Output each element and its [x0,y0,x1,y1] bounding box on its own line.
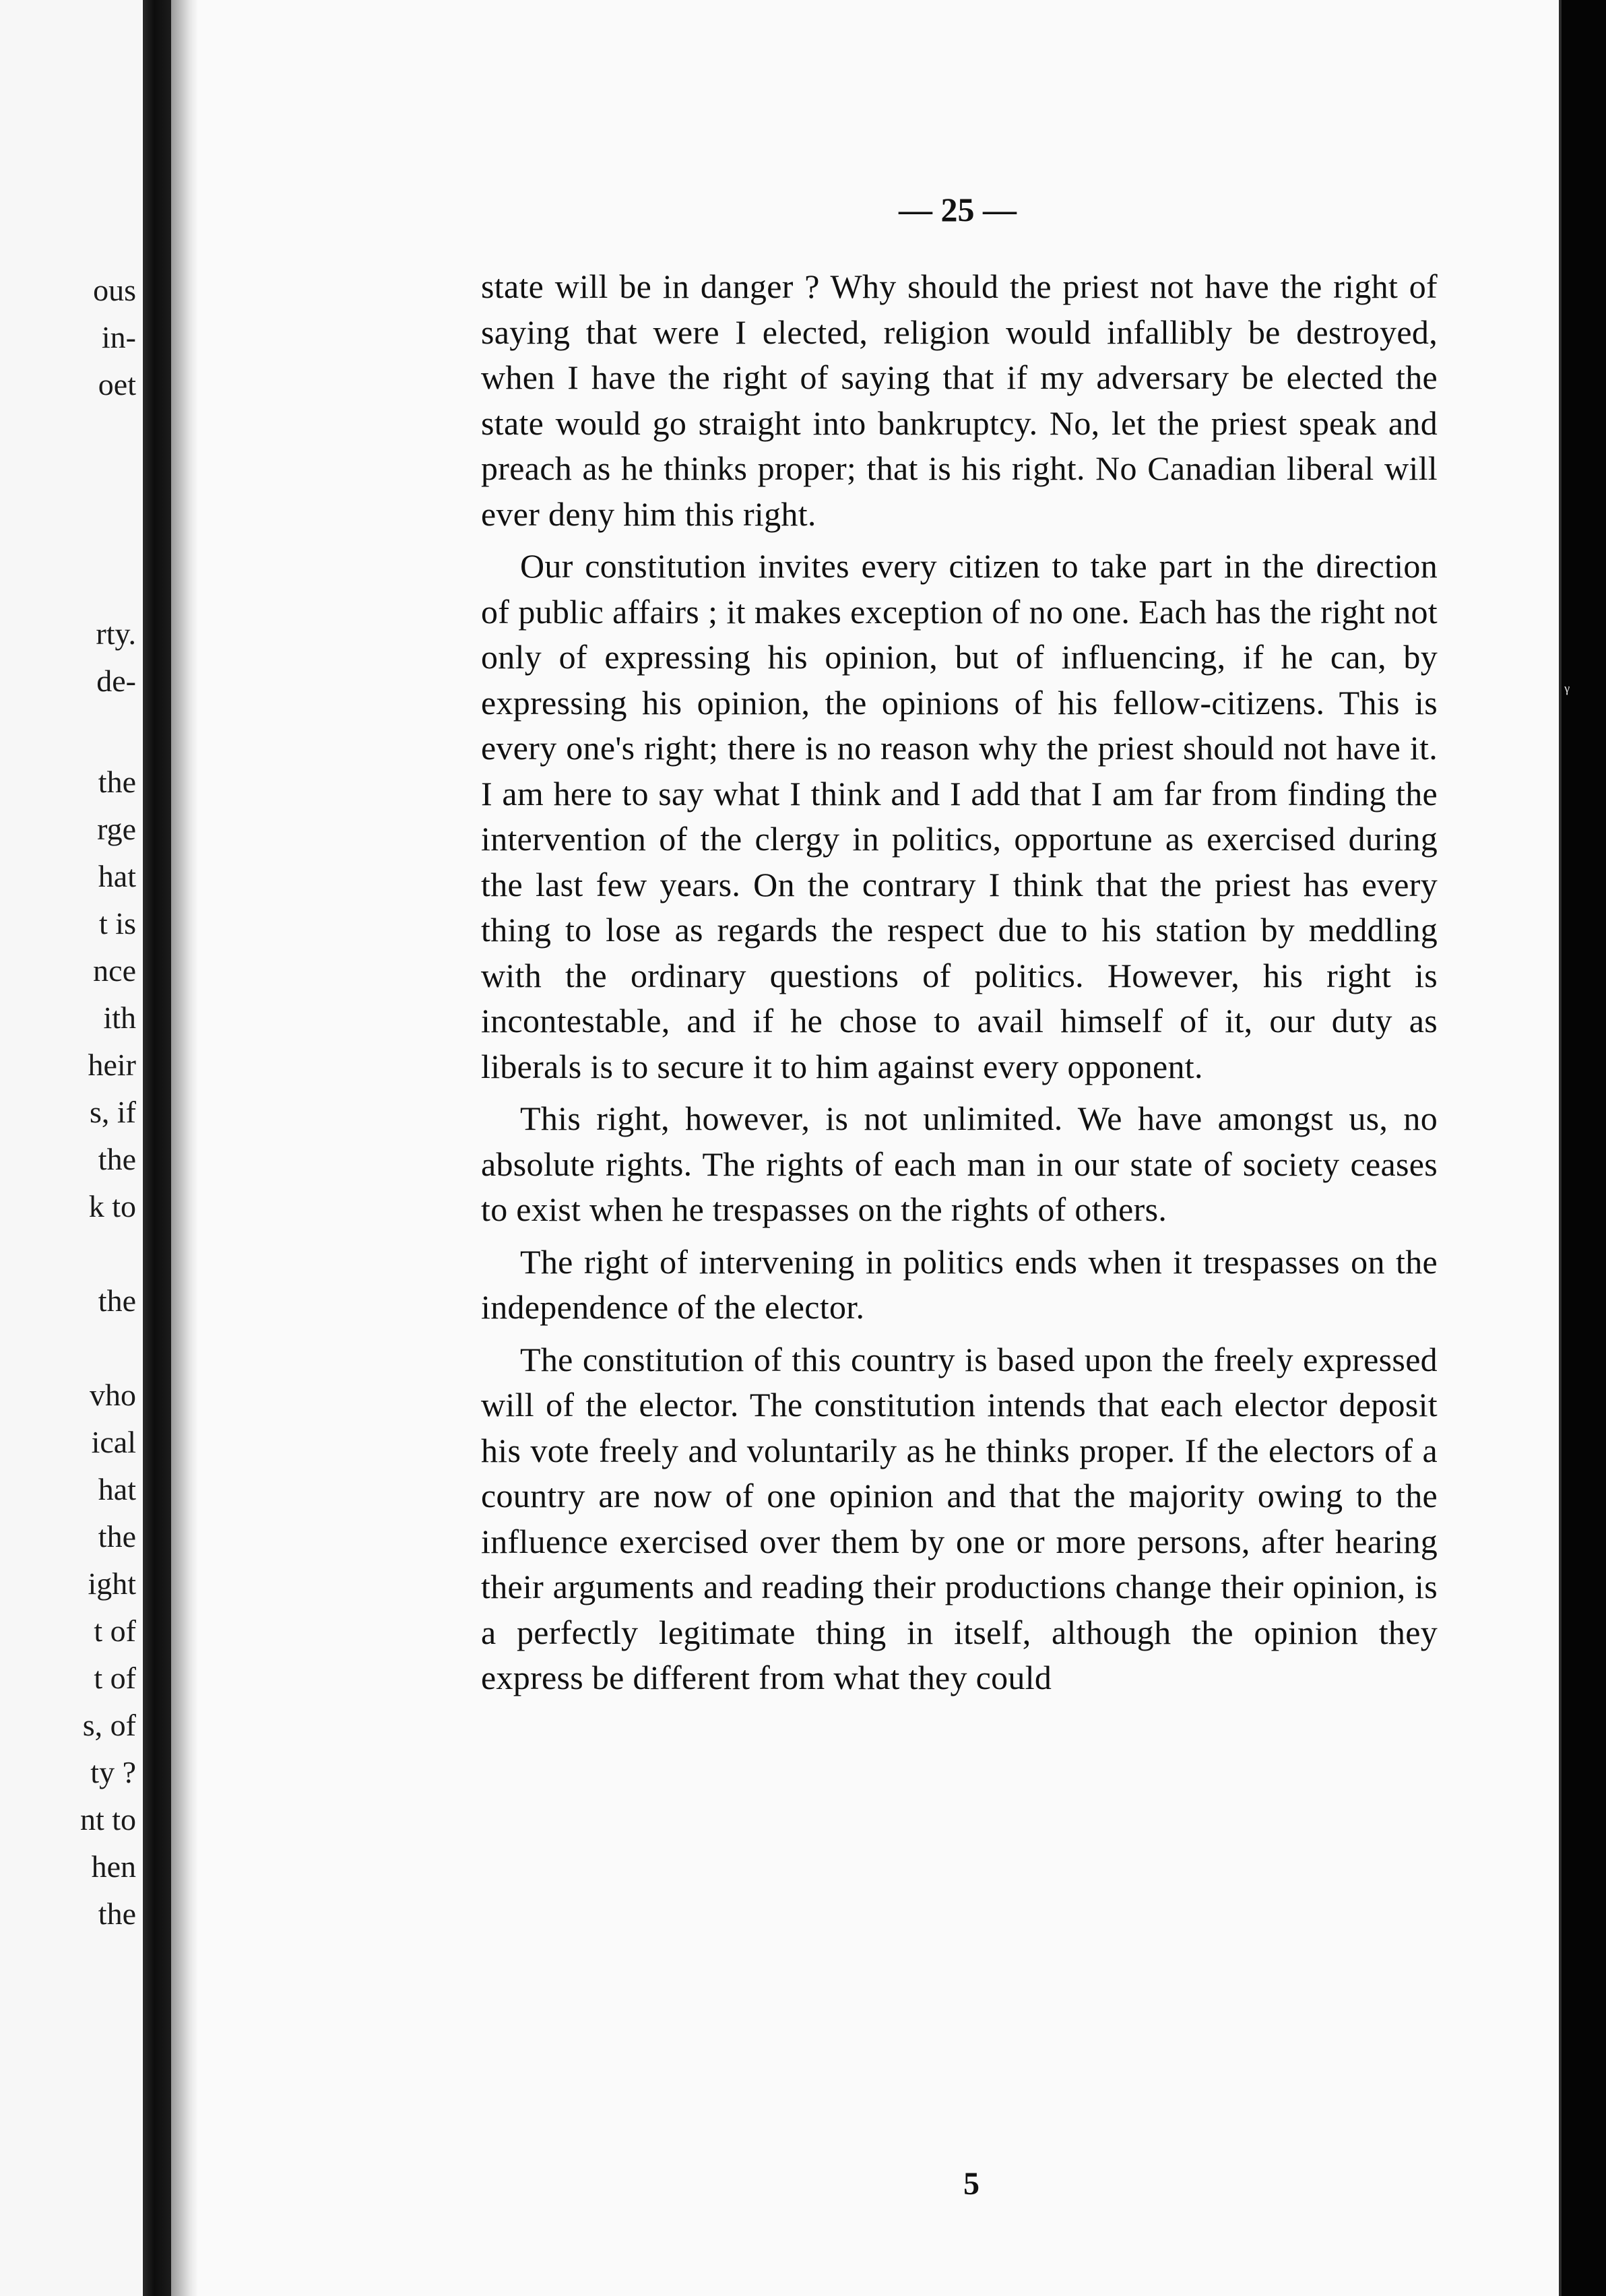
signature-mark: 5 [963,2166,979,2202]
left-fragment: in- [101,320,136,354]
left-fragment: t of [94,1661,136,1695]
left-fragment: s, if [90,1095,136,1129]
left-fragment: k to [88,1189,136,1223]
left-fragment: t of [94,1614,136,1648]
page-number: — 25 — [899,191,1017,228]
left-fragment: ous [93,273,136,307]
left-fragment: nce [93,953,136,988]
margin-speck: ᵞ [1564,680,1570,703]
left-fragment: the [98,1142,136,1176]
left-fragment: the [98,1283,136,1318]
left-fragment: rty. [96,616,136,651]
left-fragment: vho [90,1378,136,1412]
facing-page-fragment [0,0,141,2296]
left-fragment: hat [98,859,136,893]
binding-gutter [143,0,171,2296]
gutter-shadow [171,0,198,2296]
scan-border [1562,0,1606,2296]
left-fragment: s, of [82,1708,136,1742]
left-fragment: de- [96,664,136,698]
left-fragment: heir [88,1048,136,1082]
left-fragment: the [98,765,136,799]
book-page [198,0,1559,2296]
left-fragment: t is [99,906,136,940]
left-fragment: ical [91,1425,136,1459]
left-fragment: oet [98,367,136,402]
left-fragment: nt to [79,1802,136,1837]
left-fragment: the [98,1519,136,1554]
paragraph: This right, however, is not unlimited. We have amongst us, no absolute rights. The rights of each man in our state of society ceases to exist when he trespasses on the rights of others. [481,1099,1438,1228]
left-fragment: hat [98,1472,136,1506]
left-fragment: ith [103,1000,136,1035]
paragraph: Our constitution invites every citizen to take part in the direction of public affairs ; it makes exception of no one. Each has the right not only of expressing his opinion, but of influencing, if he can, by expressing his opinion, the opinions of his fellow-citizens. This is every one's right; there is no reason why the priest should not have it. I am here to say what I think and I add that I am far from finding the intervention of the clergy in politics, opportune as exercised during the last few years. On the contrary I think that the priest has every thing to lose as regards the respect due to his station by meddling with the ordinary questions of politics. However, his right is incontestable, and if he chose to avail himself of it, our duty as liberals is to secure it to him against every opponent. [481,547,1438,1085]
paragraph: The right of intervening in politics ends when it trespasses on the independence of the elector. [481,1242,1438,1326]
body-text [481,264,1438,1708]
left-fragment: hen [91,1849,136,1884]
left-fragment: ight [88,1566,136,1601]
paragraph: state will be in danger ? Why should the priest not have the right of saying that were I elected, religion would infallibly be destroyed, when I have the right of saying that if my adversary be elected the state would go straight into bankruptcy. No, let the priest speak and preach as he thinks proper; that is his right. No Canadian liberal will ever deny him this right. [481,267,1438,533]
left-fragment: ty ? [90,1755,136,1789]
left-fragment: rge [97,812,136,846]
left-fragment: the [98,1896,136,1931]
paragraph: The constitution of this country is based upon the freely expressed will of the elector. The constitution intends that each elector deposit his vote freely and voluntarily as he thinks proper. If the electors of a country are now of one opinion and that the majority owing to the influence exercised over them by one or more persons, after hearing their arguments and reading their productions change their opinion, is a perfectly legitimate thing in itself, although the opinion they express be different from what they could [481,1340,1438,1696]
